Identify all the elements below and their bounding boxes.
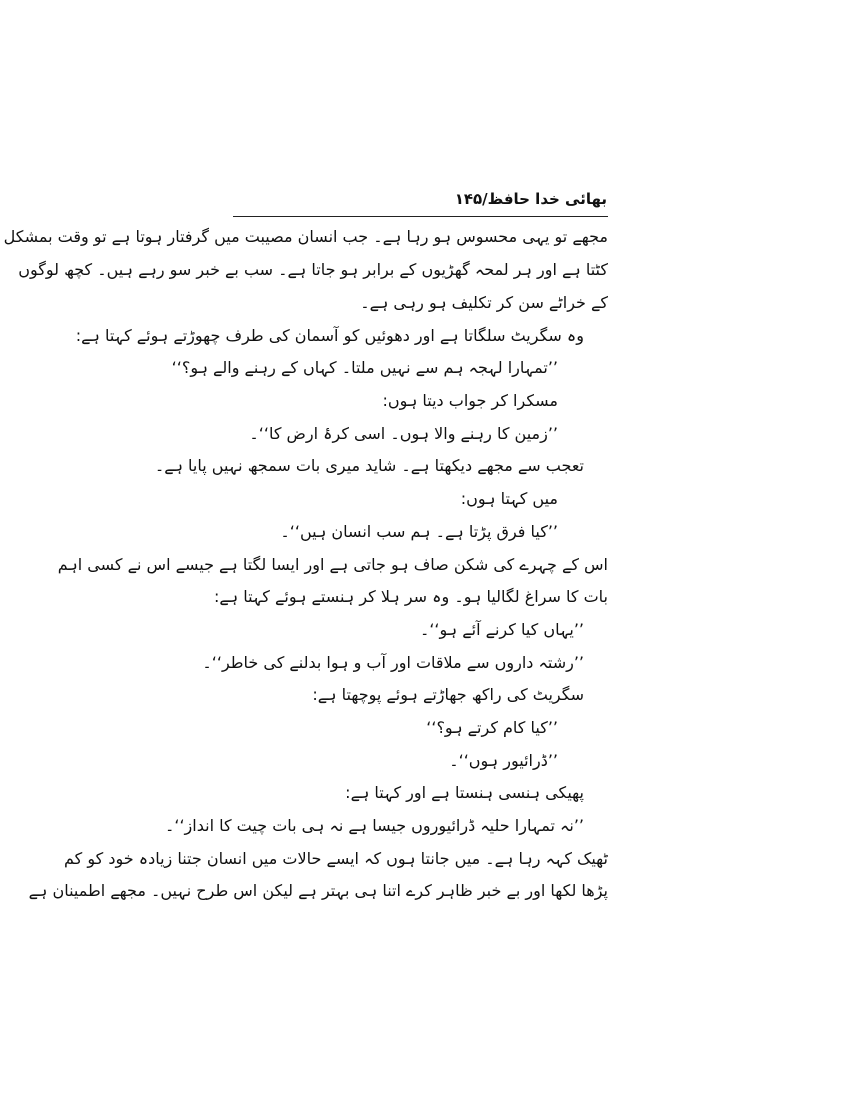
- text-line: اس کے چہرے کی شکن صاف ہو جاتی ہے اور ایسا لگتا ہے جیسے اس نے کسی اہم: [57, 555, 608, 574]
- text-line: وہ سگریٹ سلگاتا ہے اور دھوئیں کو آسمان کی طرف چھوڑتے ہوئے کہتا ہے:: [75, 326, 584, 345]
- text-line: ’’رشتہ داروں سے ملاقات اور آب و ہوا بدلنے کی خاطر‘‘۔: [202, 653, 584, 672]
- text-line: ’’تمہارا لہجہ ہم سے نہیں ملتا۔ کہاں کے رہنے والے ہو؟‘‘: [171, 358, 558, 377]
- text-line: بات کا سراغ لگالیا ہو۔ وہ سر ہلا کر ہنستے ہوئے کہتا ہے:: [213, 587, 608, 606]
- text-line: ’’کیا کام کرتے ہو؟‘‘: [426, 718, 558, 737]
- text-line: ’’کیا فرق پڑتا ہے۔ ہم سب انسان ہیں‘‘۔: [280, 522, 558, 541]
- text-line: پڑھا لکھا اور بے خبر ظاہر کرے اتنا ہی بہتر ہے لیکن اس طرح نہیں۔ مجھے اطمینان ہے: [28, 881, 608, 900]
- text-line: مجھے تو یہی محسوس ہو رہا ہے۔ جب انسان مصیبت میں گرفتار ہوتا ہے تو وقت بمشکل: [3, 227, 608, 246]
- text-line: پھیکی ہنسی ہنستا ہے اور کہتا ہے:: [345, 783, 584, 802]
- text-line: میں کہتا ہوں:: [460, 489, 558, 508]
- text-line: تعجب سے مجھے دیکھتا ہے۔ شاید میری بات سمجھ نہیں پایا ہے۔: [154, 456, 584, 475]
- text-line: مسکرا کر جواب دیتا ہوں:: [382, 391, 558, 410]
- text-line: ’’ڈرائیور ہوں‘‘۔: [449, 751, 558, 770]
- header-title: بھائی خدا حافظ/۱۴۵: [454, 190, 607, 208]
- text-line: کٹتا ہے اور ہر لمحہ گھڑیوں کے برابر ہو جاتا ہے۔ سب بے خبر سو رہے ہیں۔ کچھ لوگوں: [18, 260, 608, 279]
- text-line: سگریٹ کی راکھ جھاڑتے ہوئے پوچھتا ہے:: [312, 685, 584, 704]
- text-line: ’’نہ تمہارا حلیہ ڈرائیوروں جیسا ہے نہ ہی بات چیت کا انداز‘‘۔: [165, 816, 584, 835]
- header-divider: [233, 216, 608, 217]
- text-line: کے خراٹے سن کر تکلیف ہو رہی ہے۔: [360, 293, 608, 312]
- text-line: ’’یہاں کیا کرنے آئے ہو‘‘۔: [419, 620, 584, 639]
- text-line: ٹھیک کہہ رہا ہے۔ میں جانتا ہوں کہ ایسے حالات میں انسان جتنا زیادہ خود کو کم: [64, 849, 608, 868]
- running-header: [235, 186, 607, 214]
- text-line: ’’زمین کا رہنے والا ہوں۔ اسی کرۂ ارض کا‘‘۔: [249, 424, 558, 443]
